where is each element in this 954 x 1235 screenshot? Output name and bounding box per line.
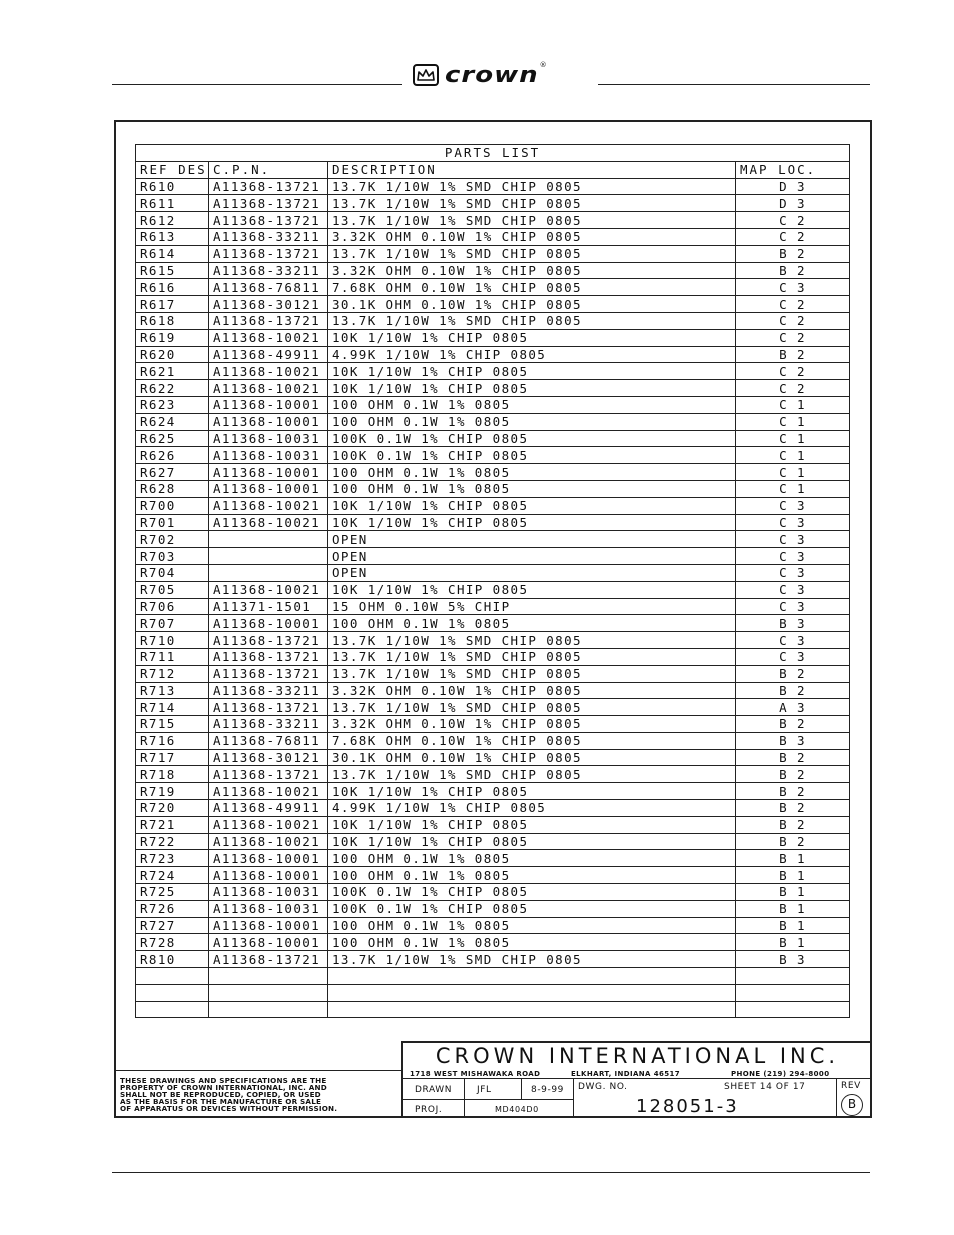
- ref-des-cell: R625: [136, 430, 209, 447]
- description-cell: 30.1K OHM 0.10W 1% CHIP 0805: [328, 296, 736, 313]
- map-loc-cell: A 3: [736, 699, 850, 716]
- project-code: MD404D0: [495, 1105, 539, 1114]
- map-loc-cell: C 3: [736, 564, 850, 581]
- description-cell: 15 OHM 0.10W 5% CHIP: [328, 598, 736, 615]
- blank-cell: [136, 1001, 209, 1018]
- description-cell: 100K 0.1W 1% CHIP 0805: [328, 884, 736, 901]
- description-cell: OPEN: [328, 564, 736, 581]
- map-loc-cell: B 1: [736, 867, 850, 884]
- map-loc-cell: B 2: [736, 766, 850, 783]
- table-row: [136, 867, 850, 884]
- map-loc-cell: C 2: [736, 212, 850, 229]
- cpn-cell: A11368-10021: [209, 363, 328, 380]
- ref-des-cell: R716: [136, 732, 209, 749]
- drawn-label: DRAWN: [415, 1085, 453, 1095]
- brand-name: crown: [445, 62, 539, 88]
- ref-des-cell: R715: [136, 716, 209, 733]
- map-loc-cell: D 3: [736, 195, 850, 212]
- ref-des-cell: R702: [136, 531, 209, 548]
- cpn-cell: A11368-13721: [209, 312, 328, 329]
- description-cell: 10K 1/10W 1% CHIP 0805: [328, 581, 736, 598]
- cpn-cell: A11368-13721: [209, 178, 328, 195]
- map-loc-cell: B 3: [736, 732, 850, 749]
- map-loc-cell: B 3: [736, 615, 850, 632]
- table-row: [136, 262, 850, 279]
- map-loc-cell: B 2: [736, 783, 850, 800]
- ref-des-cell: R614: [136, 245, 209, 262]
- map-loc-cell: C 1: [736, 447, 850, 464]
- parts-list-table: [135, 144, 850, 1018]
- description-cell: 30.1K OHM 0.10W 1% CHIP 0805: [328, 749, 736, 766]
- title-block-divider: [114, 1070, 403, 1071]
- ref-des-cell: R712: [136, 665, 209, 682]
- ref-des-cell: R721: [136, 816, 209, 833]
- notice-line: SHALL NOT BE REPRODUCED, COPIED, OR USED: [120, 1090, 321, 1099]
- map-loc-cell: C 2: [736, 329, 850, 346]
- ref-des-cell: R707: [136, 615, 209, 632]
- cpn-cell: A11368-33211: [209, 228, 328, 245]
- cpn-cell: A11368-10001: [209, 396, 328, 413]
- cpn-cell: [209, 564, 328, 581]
- column-header: REF DES: [136, 161, 209, 178]
- map-loc-cell: C 2: [736, 363, 850, 380]
- map-loc-cell: C 2: [736, 312, 850, 329]
- ref-des-cell: R620: [136, 346, 209, 363]
- company-city: ELKHART, INDIANA 46517: [571, 1070, 681, 1078]
- crown-logo: [413, 62, 547, 88]
- cpn-cell: A11368-13721: [209, 195, 328, 212]
- description-cell: 3.32K OHM 0.10W 1% CHIP 0805: [328, 228, 736, 245]
- cpn-cell: A11368-30121: [209, 296, 328, 313]
- ref-des-cell: R701: [136, 514, 209, 531]
- table-row: [136, 732, 850, 749]
- table-row: [136, 497, 850, 514]
- map-loc-cell: B 2: [736, 800, 850, 817]
- description-cell: 13.7K 1/10W 1% SMD CHIP 0805: [328, 212, 736, 229]
- table-row: [136, 195, 850, 212]
- map-loc-cell: B 2: [736, 716, 850, 733]
- table-row: [136, 615, 850, 632]
- cpn-cell: A11368-10001: [209, 867, 328, 884]
- cpn-cell: [209, 531, 328, 548]
- table-row: [136, 548, 850, 565]
- cpn-cell: A11368-13721: [209, 665, 328, 682]
- cpn-cell: A11368-10021: [209, 783, 328, 800]
- description-cell: 10K 1/10W 1% CHIP 0805: [328, 329, 736, 346]
- cpn-cell: A11368-10021: [209, 329, 328, 346]
- ref-des-cell: R619: [136, 329, 209, 346]
- table-row: [136, 531, 850, 548]
- cpn-cell: A11368-10001: [209, 934, 328, 951]
- cpn-cell: A11368-10001: [209, 480, 328, 497]
- description-cell: 7.68K OHM 0.10W 1% CHIP 0805: [328, 279, 736, 296]
- cpn-cell: A11368-33211: [209, 682, 328, 699]
- cpn-cell: A11368-10001: [209, 615, 328, 632]
- ref-des-cell: R706: [136, 598, 209, 615]
- ref-des-cell: R717: [136, 749, 209, 766]
- map-loc-cell: C 3: [736, 581, 850, 598]
- blank-cell: [209, 968, 328, 985]
- table-row: [136, 833, 850, 850]
- ref-des-cell: R613: [136, 228, 209, 245]
- description-cell: 100 OHM 0.1W 1% 0805: [328, 480, 736, 497]
- map-loc-cell: C 1: [736, 430, 850, 447]
- map-loc-cell: C 3: [736, 514, 850, 531]
- table-row: [136, 396, 850, 413]
- cpn-cell: A11368-13721: [209, 951, 328, 968]
- description-cell: 100 OHM 0.1W 1% 0805: [328, 413, 736, 430]
- map-loc-cell: C 2: [736, 296, 850, 313]
- title-block-divider: [836, 1079, 837, 1118]
- table-row: [136, 581, 850, 598]
- map-loc-cell: B 2: [736, 665, 850, 682]
- ref-des-cell: R700: [136, 497, 209, 514]
- ref-des-cell: R723: [136, 850, 209, 867]
- map-loc-cell: B 1: [736, 900, 850, 917]
- map-loc-cell: C 1: [736, 396, 850, 413]
- drawn-by: JFL: [477, 1085, 492, 1095]
- header-rule-left: [112, 84, 402, 85]
- description-cell: 10K 1/10W 1% CHIP 0805: [328, 833, 736, 850]
- table-row: [136, 464, 850, 481]
- table-row: [136, 296, 850, 313]
- table-row: [136, 598, 850, 615]
- blank-row: [136, 1001, 850, 1018]
- cpn-cell: A11368-10021: [209, 581, 328, 598]
- description-cell: 4.99K 1/10W 1% CHIP 0805: [328, 346, 736, 363]
- table-row: [136, 178, 850, 195]
- table-row: [136, 564, 850, 581]
- blank-cell: [328, 1001, 736, 1018]
- cpn-cell: A11368-76811: [209, 279, 328, 296]
- table-row: [136, 279, 850, 296]
- description-cell: 13.7K 1/10W 1% SMD CHIP 0805: [328, 665, 736, 682]
- description-cell: 13.7K 1/10W 1% SMD CHIP 0805: [328, 648, 736, 665]
- map-loc-cell: C 3: [736, 632, 850, 649]
- column-header: C.P.N.: [209, 161, 328, 178]
- cpn-cell: A11368-10021: [209, 816, 328, 833]
- ref-des-cell: R623: [136, 396, 209, 413]
- table-row: [136, 380, 850, 397]
- ref-des-cell: R704: [136, 564, 209, 581]
- revision-letter: B: [841, 1094, 863, 1116]
- ref-des-cell: R726: [136, 900, 209, 917]
- blank-cell: [328, 968, 736, 985]
- map-loc-cell: C 1: [736, 413, 850, 430]
- table-row: [136, 934, 850, 951]
- ref-des-cell: R725: [136, 884, 209, 901]
- title-block-divider: [521, 1079, 522, 1099]
- table-row: [136, 816, 850, 833]
- description-cell: 3.32K OHM 0.10W 1% CHIP 0805: [328, 262, 736, 279]
- table-row: [136, 884, 850, 901]
- table-row: [136, 312, 850, 329]
- description-cell: 4.99K 1/10W 1% CHIP 0805: [328, 800, 736, 817]
- ref-des-cell: R727: [136, 917, 209, 934]
- table-row: [136, 514, 850, 531]
- table-row: [136, 632, 850, 649]
- ref-des-cell: R624: [136, 413, 209, 430]
- ref-des-cell: R713: [136, 682, 209, 699]
- description-cell: OPEN: [328, 548, 736, 565]
- cpn-cell: A11368-10001: [209, 464, 328, 481]
- column-header-row: [136, 161, 850, 178]
- crown-emblem-icon: [413, 64, 439, 86]
- company-phone: PHONE (219) 294-8000: [731, 1070, 830, 1078]
- map-loc-cell: C 3: [736, 279, 850, 296]
- notice-line: THESE DRAWINGS AND SPECIFICATIONS ARE THE: [120, 1076, 327, 1085]
- blank-row: [136, 968, 850, 985]
- map-loc-cell: C 2: [736, 228, 850, 245]
- table-row: [136, 699, 850, 716]
- ref-des-cell: R627: [136, 464, 209, 481]
- map-loc-cell: B 1: [736, 850, 850, 867]
- cpn-cell: A11368-33211: [209, 262, 328, 279]
- description-cell: 100 OHM 0.1W 1% 0805: [328, 934, 736, 951]
- table-row: [136, 900, 850, 917]
- map-loc-cell: B 2: [736, 833, 850, 850]
- cpn-cell: A11368-13721: [209, 245, 328, 262]
- column-header: DESCRIPTION: [328, 161, 736, 178]
- ref-des-cell: R722: [136, 833, 209, 850]
- cpn-cell: A11368-10021: [209, 833, 328, 850]
- ref-des-cell: R714: [136, 699, 209, 716]
- description-cell: 100 OHM 0.1W 1% 0805: [328, 396, 736, 413]
- ref-des-cell: R718: [136, 766, 209, 783]
- map-loc-cell: B 3: [736, 951, 850, 968]
- registered-mark: ®: [539, 61, 547, 69]
- sheet-number: SHEET 14 OF 17: [724, 1082, 806, 1092]
- description-cell: 13.7K 1/10W 1% SMD CHIP 0805: [328, 951, 736, 968]
- map-loc-cell: C 3: [736, 598, 850, 615]
- ref-des-cell: R626: [136, 447, 209, 464]
- description-cell: 13.7K 1/10W 1% SMD CHIP 0805: [328, 699, 736, 716]
- table-row: [136, 682, 850, 699]
- description-cell: 7.68K OHM 0.10W 1% CHIP 0805: [328, 732, 736, 749]
- ref-des-cell: R615: [136, 262, 209, 279]
- column-header: MAP LOC.: [736, 161, 850, 178]
- table-row: [136, 363, 850, 380]
- description-cell: 100 OHM 0.1W 1% 0805: [328, 867, 736, 884]
- blank-row: [136, 984, 850, 1001]
- ref-des-cell: R617: [136, 296, 209, 313]
- cpn-cell: A11368-10021: [209, 380, 328, 397]
- ref-des-cell: R703: [136, 548, 209, 565]
- description-cell: 10K 1/10W 1% CHIP 0805: [328, 363, 736, 380]
- cpn-cell: A11368-10001: [209, 917, 328, 934]
- table-row: [136, 951, 850, 968]
- title-block-divider: [573, 1079, 574, 1118]
- table-row: [136, 329, 850, 346]
- dwg-no-label: DWG. NO.: [578, 1082, 628, 1092]
- description-cell: 100K 0.1W 1% CHIP 0805: [328, 430, 736, 447]
- description-cell: 3.32K OHM 0.10W 1% CHIP 0805: [328, 716, 736, 733]
- map-loc-cell: B 1: [736, 884, 850, 901]
- table-row: [136, 447, 850, 464]
- description-cell: 100 OHM 0.1W 1% 0805: [328, 917, 736, 934]
- blank-cell: [328, 984, 736, 1001]
- map-loc-cell: B 1: [736, 917, 850, 934]
- company-name: CROWN INTERNATIONAL INC.: [435, 1044, 840, 1068]
- map-loc-cell: B 2: [736, 816, 850, 833]
- ref-des-cell: R705: [136, 581, 209, 598]
- cpn-cell: A11368-13721: [209, 766, 328, 783]
- map-loc-cell: C 3: [736, 648, 850, 665]
- description-cell: 13.7K 1/10W 1% SMD CHIP 0805: [328, 178, 736, 195]
- cpn-cell: A11368-13721: [209, 632, 328, 649]
- rev-label: REV: [841, 1081, 861, 1091]
- table-row: [136, 665, 850, 682]
- ref-des-cell: R622: [136, 380, 209, 397]
- map-loc-cell: C 3: [736, 531, 850, 548]
- header-rule-right: [598, 84, 870, 85]
- cpn-cell: A11368-10021: [209, 514, 328, 531]
- company-address: 1718 WEST MISHAWAKA ROAD: [410, 1070, 541, 1078]
- cpn-cell: A11368-13721: [209, 648, 328, 665]
- cpn-cell: A11368-10031: [209, 430, 328, 447]
- proj-label: PROJ.: [415, 1105, 443, 1115]
- cpn-cell: A11368-10031: [209, 900, 328, 917]
- table-row: [136, 346, 850, 363]
- description-cell: 100 OHM 0.1W 1% 0805: [328, 464, 736, 481]
- cpn-cell: A11368-49911: [209, 346, 328, 363]
- ref-des-cell: R810: [136, 951, 209, 968]
- cpn-cell: A11368-13721: [209, 212, 328, 229]
- ref-des-cell: R719: [136, 783, 209, 800]
- cpn-cell: [209, 548, 328, 565]
- cpn-cell: A11368-30121: [209, 749, 328, 766]
- notice-line: OF APPARATUS OR DEVICES WITHOUT PERMISSION.: [120, 1104, 338, 1113]
- footer-rule: [112, 1172, 870, 1173]
- table-row: [136, 749, 850, 766]
- map-loc-cell: B 2: [736, 749, 850, 766]
- cpn-cell: A11368-49911: [209, 800, 328, 817]
- table-row: [136, 413, 850, 430]
- ref-des-cell: R610: [136, 178, 209, 195]
- cpn-cell: A11368-10001: [209, 850, 328, 867]
- description-cell: 13.7K 1/10W 1% SMD CHIP 0805: [328, 632, 736, 649]
- table-row: [136, 245, 850, 262]
- description-cell: 10K 1/10W 1% CHIP 0805: [328, 497, 736, 514]
- map-loc-cell: C 1: [736, 480, 850, 497]
- table-row: [136, 766, 850, 783]
- description-cell: 13.7K 1/10W 1% SMD CHIP 0805: [328, 312, 736, 329]
- cpn-cell: A11368-76811: [209, 732, 328, 749]
- cpn-cell: A11371-1501: [209, 598, 328, 615]
- ref-des-cell: R628: [136, 480, 209, 497]
- description-cell: 100K 0.1W 1% CHIP 0805: [328, 447, 736, 464]
- description-cell: 10K 1/10W 1% CHIP 0805: [328, 514, 736, 531]
- cpn-cell: A11368-33211: [209, 716, 328, 733]
- title-block-divider: [464, 1079, 465, 1118]
- table-row: [136, 850, 850, 867]
- map-loc-cell: C 3: [736, 548, 850, 565]
- map-loc-cell: C 3: [736, 497, 850, 514]
- cpn-cell: A11368-10031: [209, 884, 328, 901]
- proprietary-notice: [120, 1077, 390, 1112]
- blank-cell: [136, 984, 209, 1001]
- blank-cell: [736, 968, 850, 985]
- blank-cell: [736, 984, 850, 1001]
- table-row: [136, 212, 850, 229]
- drawing-date: 8-9-99: [531, 1085, 564, 1095]
- map-loc-cell: B 1: [736, 934, 850, 951]
- table-row: [136, 648, 850, 665]
- notice-line: AS THE BASIS FOR THE MANUFACTURE OR SALE: [120, 1097, 322, 1106]
- description-cell: 10K 1/10W 1% CHIP 0805: [328, 783, 736, 800]
- ref-des-cell: R720: [136, 800, 209, 817]
- blank-cell: [209, 984, 328, 1001]
- blank-cell: [209, 1001, 328, 1018]
- blank-cell: [136, 968, 209, 985]
- table-row: [136, 917, 850, 934]
- description-cell: 100K 0.1W 1% CHIP 0805: [328, 900, 736, 917]
- ref-des-cell: R728: [136, 934, 209, 951]
- description-cell: 13.7K 1/10W 1% SMD CHIP 0805: [328, 195, 736, 212]
- description-cell: 100 OHM 0.1W 1% 0805: [328, 615, 736, 632]
- table-row: [136, 228, 850, 245]
- ref-des-cell: R724: [136, 867, 209, 884]
- table-row: [136, 716, 850, 733]
- table-row: [136, 480, 850, 497]
- table-row: [136, 430, 850, 447]
- ref-des-cell: R621: [136, 363, 209, 380]
- description-cell: 13.7K 1/10W 1% SMD CHIP 0805: [328, 245, 736, 262]
- description-cell: 13.7K 1/10W 1% SMD CHIP 0805: [328, 766, 736, 783]
- description-cell: OPEN: [328, 531, 736, 548]
- title-block-divider: [403, 1099, 573, 1100]
- parts-list-title: PARTS LIST: [136, 145, 850, 162]
- ref-des-cell: R711: [136, 648, 209, 665]
- ref-des-cell: R612: [136, 212, 209, 229]
- map-loc-cell: C 1: [736, 464, 850, 481]
- map-loc-cell: B 2: [736, 245, 850, 262]
- blank-cell: [736, 1001, 850, 1018]
- drawing-number: 128051-3: [636, 1096, 739, 1117]
- description-cell: 100 OHM 0.1W 1% 0805: [328, 850, 736, 867]
- cpn-cell: A11368-13721: [209, 699, 328, 716]
- cpn-cell: A11368-10031: [209, 447, 328, 464]
- description-cell: 10K 1/10W 1% CHIP 0805: [328, 816, 736, 833]
- ref-des-cell: R616: [136, 279, 209, 296]
- table-row: [136, 800, 850, 817]
- ref-des-cell: R611: [136, 195, 209, 212]
- description-cell: 10K 1/10W 1% CHIP 0805: [328, 380, 736, 397]
- table-row: [136, 783, 850, 800]
- map-loc-cell: B 2: [736, 346, 850, 363]
- map-loc-cell: D 3: [736, 178, 850, 195]
- cpn-cell: A11368-10021: [209, 497, 328, 514]
- map-loc-cell: B 2: [736, 682, 850, 699]
- notice-line: PROPERTY OF CROWN INTERNATIONAL, INC. AND: [120, 1083, 327, 1092]
- map-loc-cell: B 2: [736, 262, 850, 279]
- ref-des-cell: R618: [136, 312, 209, 329]
- map-loc-cell: C 2: [736, 380, 850, 397]
- ref-des-cell: R710: [136, 632, 209, 649]
- description-cell: 3.32K OHM 0.10W 1% CHIP 0805: [328, 682, 736, 699]
- cpn-cell: A11368-10001: [209, 413, 328, 430]
